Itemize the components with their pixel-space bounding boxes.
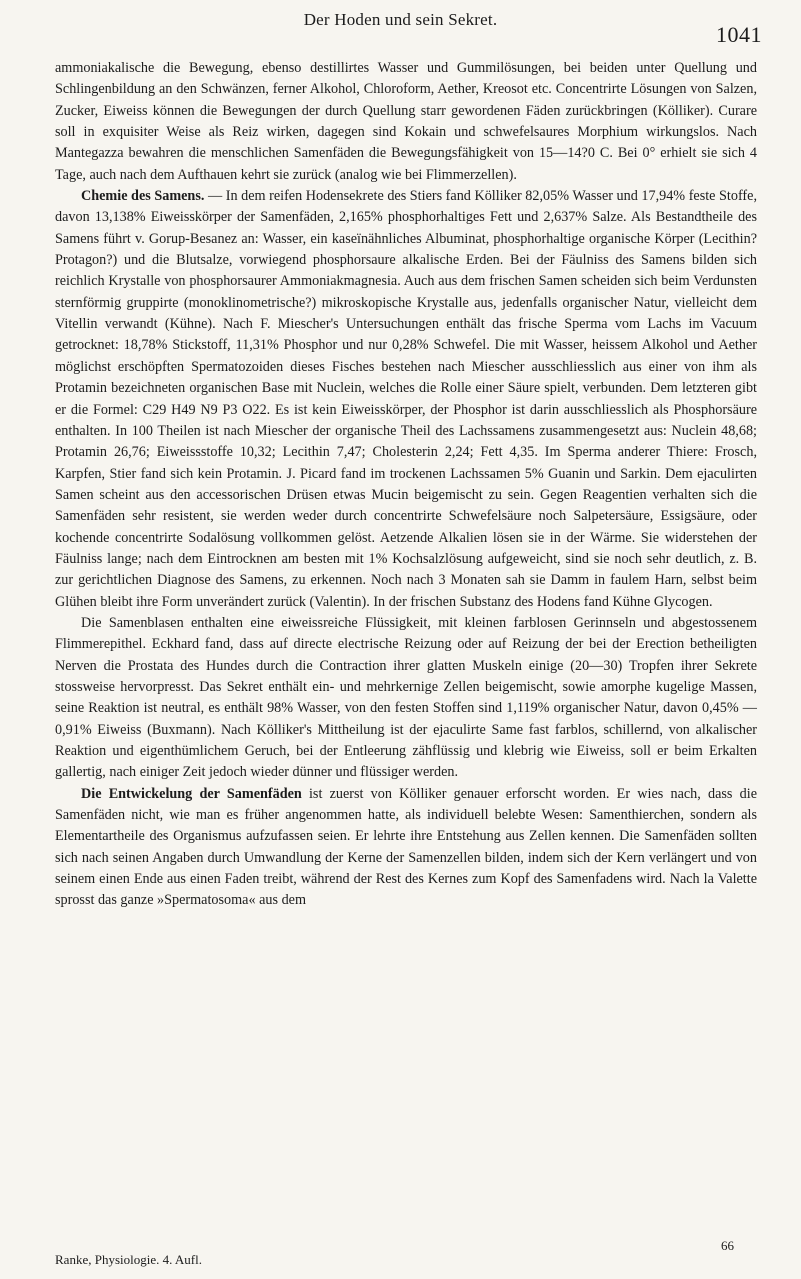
paragraph-text: — In dem reifen Hodensekrete des Stiers fand Kölliker 82,05% Wasser und 17,94% feste Stoffe, davon 13,138% Eiweisskörper der Samenfäden, 2,165% phosphorhaltiges Fett und 2,637% Salze. Als Bestandtheile des Samens führt v. Gorup-Besanez an: Wasser, ein kaseïnähnliches Albuminat, phosphorhaltige organische Körper (Lecithin? Protagon?) und die Blutsalze, vorwiegend phosphorsaure alkalische Erden. Bei der Fäulniss des Samens bilden sich reichlich Krystalle von phosphorsaurer Ammoniakmagnesia. Auch aus dem frischen Samen scheiden sich beim Verdunsten sternförmig gruppirte (monoklinometrische?) mikroskopische Krystalle aus, jedenfalls organischer Natur, vielleicht dem Vitellin verwandt (Kühne). Nach F. Miescher's Untersuchungen enthält das frische Sperma vom Lachs im Vacuum getrocknet: 18,78% Stickstoff, 11,31% Phosphor und nur 0,28% Schwefel. Die mit Wasser, heissem Alkohol und Aether möglichst erschöpften Spermatozoiden dieses Fisches bestehen nach Miescher ausschliesslich aus einer von ihm als Protamin bezeichneten organischen Base mit Nuclein, welches die Rolle einer Säure spielt, verbunden. Dem letzteren gibt er die Formel: C29 H49 N9 P3 O22. Es ist kein Eiweisskörper, der Phosphor ist darin ausschliesslich als Phosphorsäure enthalten. In 100 Theilen ist nach Miescher der organische Theil des Lachssamens zusammengesetzt aus: Nuclein 48,68; Protamin 26,76; Eiweissstoffe 10,32; Lecithin 7,47; Cholesterin 2,24; Fett 4,35. Im Sperma anderer Thiere: Frosch, Karpfen, Stier fand sich kein Protamin. J. Picard fand im trockenen Lachssamen 5% Guanin und Sarkin. Dem ejaculirten Samen scheint aus den accessorischen Drüsen etwas Mucin beigemischt zu sein. Gegen Reagentien verhalten sich die Samenfäden sehr resistent, sie werden weder durch concentrirte Schwefelsäure noch Salpetersäure, Essigsäure, oder kochende concentrirte Sodalösung vollkommen gelöst. Aetzende Alkalien lösen sie in der Wärme. Sie widerstehen der Fäulniss lange; nach dem Eintrocknen am besten mit 1% Kochsalzlösung aufgeweicht, sind sie noch sehr deutlich, z. B. zur gerichtlichen Diagnose des Samens, zu erkennen. Noch nach 3 Monaten sah sie Damm in faulem Harn, selbst beim Glühen bleibt ihre Form unverändert zurück (Valentin). In der frischen Substanz des Hodens fand Kühne Glycogen. xyxy=(55,188,758,610)
paragraph-lead: Chemie des Samens. xyxy=(81,188,205,205)
signature-mark: 66 xyxy=(721,1238,734,1253)
paragraph xyxy=(55,186,757,613)
imprint: Ranke, Physiologie. 4. Aufl. xyxy=(55,1252,202,1267)
paragraph xyxy=(55,58,757,186)
running-title: Der Hoden und sein Sekret. xyxy=(303,10,498,29)
paragraph-text: ist zuerst von Kölliker genauer erforscht worden. Er wies nach, dass die Samenfäden nicht, wie man es früher angenommen hatte, als individuell belebte Wesen: Samenthierchen, sondern als Elementartheile des Organismus aufzufassen seien. Er lehrte ihre Entstehung aus Zellen kennen. Die Samenfäden sollten sich nach seinen Angaben durch Umwandlung der Kerne der Samenzellen bilden, indem sich der Kern verlängert und von seinem einen Ende aus einen Faden treibt, während der Rest des Kernes zum Kopf des Samenfadens wird. Nach la Valette sprosst das ganze »Spermatosoma« aus dem xyxy=(55,785,757,909)
paragraph-lead: Die Entwickelung der Samenfäden xyxy=(81,785,302,802)
body-text xyxy=(55,58,757,912)
page-number: 1041 xyxy=(716,22,762,47)
paragraph-text: ammoniakalische die Bewegung, ebenso destillirtes Wasser und Gummilösungen, bei beiden unter Quellung und Schlingenbildung an den Schwänzen, ferner Alkohol, Chloroform, Aether, Kreosot etc. Concentrirte Lösungen von Salzen, Zucker, Eiweiss können die Bewegungen der durch Quellung starr gewordenen Fäden zurückbringen (Kölliker). Curare soll in exquisiter Weise als Reiz wirken, dagegen sind Kokain und schwefelsaures Morphium wirkungslos. Nach Mantegazza bewahren die menschlichen Samenfäden die Bewegungsfähigkeit von 15—14?0 C. Bei 0° erhielt sie sich 4 Tage, auch nach dem Aufthauen kehrt sie zurück (analog wie bei Flimmerzellen). xyxy=(55,60,757,183)
paragraph xyxy=(55,613,757,784)
paragraph xyxy=(55,784,757,912)
paragraph-text: Die Samenblasen enthalten eine eiweissreiche Flüssigkeit, mit kleinen farblosen Gerinnseln und abgestossenem Flimmerepithel. Eckhard fand, dass auf directe electrische Reizung oder auf Reizung der bei der Erection betheiligten Nerven die Prostata des Hundes durch die Contraction ihrer glatten Muskeln einige (20—30) Tropfen ihrer Sekrete stossweise hervorpresst. Das Sekret enthält ein- und mehrkernige Zellen beigemischt, sowie amorphe kugelige Massen, seine Reaktion ist neutral, es enthält 98% Wasser, von den festen Stoffen sind 1,119% organischer Natur, davon 0,45% — 0,91% Eiweiss (Buxmann). Nach Kölliker's Mittheilung ist der ejaculirte Same fast farblos, schillernd, von alkalischer Reaktion und eigenthümlichem Geruch, bei der Entleerung zähflüssig und klebrig wie Eiweiss, soll er beim Erkalten gallertig, nach einiger Zeit jedoch wieder dünner und flüssiger werden. xyxy=(55,614,757,781)
page-footer xyxy=(55,1238,757,1268)
